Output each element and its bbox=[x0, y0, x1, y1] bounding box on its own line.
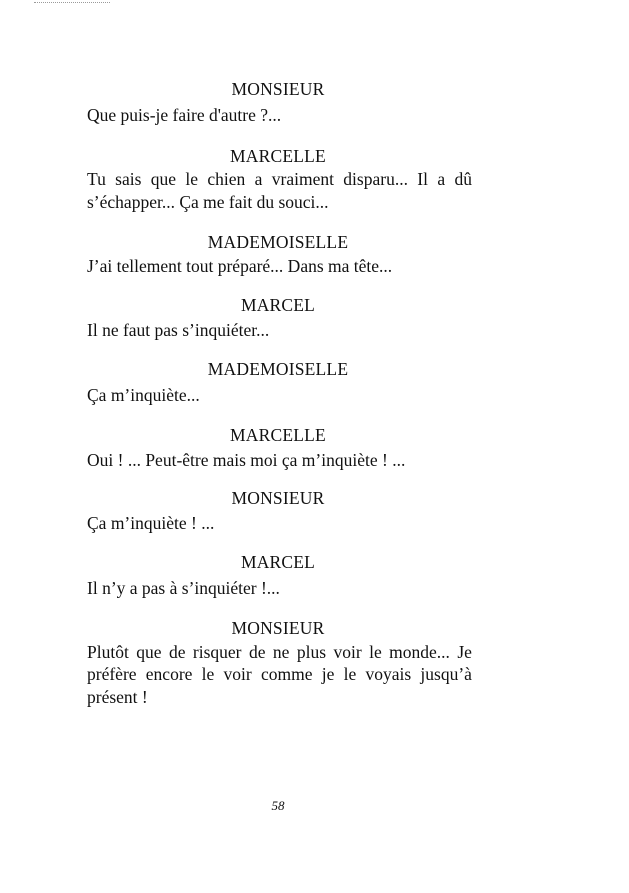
word: Tu bbox=[87, 169, 106, 189]
speaker-name: MADEMOISELLE bbox=[207, 359, 349, 379]
speaker-name: MADEMOISELLE bbox=[207, 232, 349, 252]
word: que bbox=[136, 642, 162, 662]
speaker-name: MARCEL bbox=[240, 552, 316, 572]
word: a bbox=[254, 169, 263, 189]
word: sais bbox=[115, 169, 142, 189]
word: Je bbox=[457, 642, 472, 662]
word: chien bbox=[207, 169, 246, 189]
dialogue-line: présent ! bbox=[87, 687, 148, 707]
word: de bbox=[168, 642, 186, 662]
word: de bbox=[248, 642, 266, 662]
speaker-name: MONSIEUR bbox=[231, 618, 325, 638]
word: préfère bbox=[87, 664, 137, 684]
word: le bbox=[343, 664, 357, 684]
page-number: 58 bbox=[271, 798, 285, 813]
speaker-name: MARCELLE bbox=[230, 146, 326, 166]
dialogue-line bbox=[87, 168, 472, 190]
word: le bbox=[369, 642, 382, 662]
word: vraiment bbox=[271, 169, 334, 189]
word: voir bbox=[333, 642, 362, 662]
word: je bbox=[321, 664, 335, 684]
word: le bbox=[201, 664, 215, 684]
word: ne bbox=[272, 642, 290, 662]
dialogue-line: s’échapper... Ça me fait du souci... bbox=[87, 192, 329, 212]
word: jusqu’à bbox=[420, 664, 472, 684]
word: le bbox=[185, 169, 199, 189]
speaker-name: MONSIEUR bbox=[231, 79, 325, 99]
word: que bbox=[150, 169, 177, 189]
dialogue-line: Il n’y a pas à s’inquiéter !... bbox=[87, 578, 280, 598]
dialogue-line bbox=[87, 641, 472, 663]
word: monde... bbox=[389, 642, 450, 662]
dialogue-line: Ça m’inquiète ! ... bbox=[87, 513, 215, 533]
speaker-name: MARCELLE bbox=[230, 425, 326, 445]
dialogue-line bbox=[87, 663, 472, 685]
dialogue-line: J’ai tellement tout préparé... Dans ma tête... bbox=[87, 256, 393, 276]
word: disparu... bbox=[343, 169, 408, 189]
dialogue-line: Ça m’inquiète... bbox=[87, 385, 200, 405]
speaker-name: MONSIEUR bbox=[231, 488, 325, 508]
word: encore bbox=[145, 664, 193, 684]
word: a bbox=[437, 169, 446, 189]
dialogue-line: Que puis-je faire d'autre ?... bbox=[87, 105, 282, 125]
speaker-name: MARCEL bbox=[240, 295, 316, 315]
word: dû bbox=[454, 169, 472, 189]
dialogue-line: Il ne faut pas s’inquiéter... bbox=[87, 320, 270, 340]
word: voir bbox=[223, 664, 252, 684]
word: risquer bbox=[192, 642, 242, 662]
word: voyais bbox=[365, 664, 412, 684]
word: Il bbox=[417, 169, 428, 189]
word: comme bbox=[260, 664, 313, 684]
word: Plutôt bbox=[87, 642, 129, 662]
dialogue-line: Oui ! ... Peut-être mais moi ça m’inquiète ! ... bbox=[87, 450, 406, 470]
word: plus bbox=[296, 642, 327, 662]
